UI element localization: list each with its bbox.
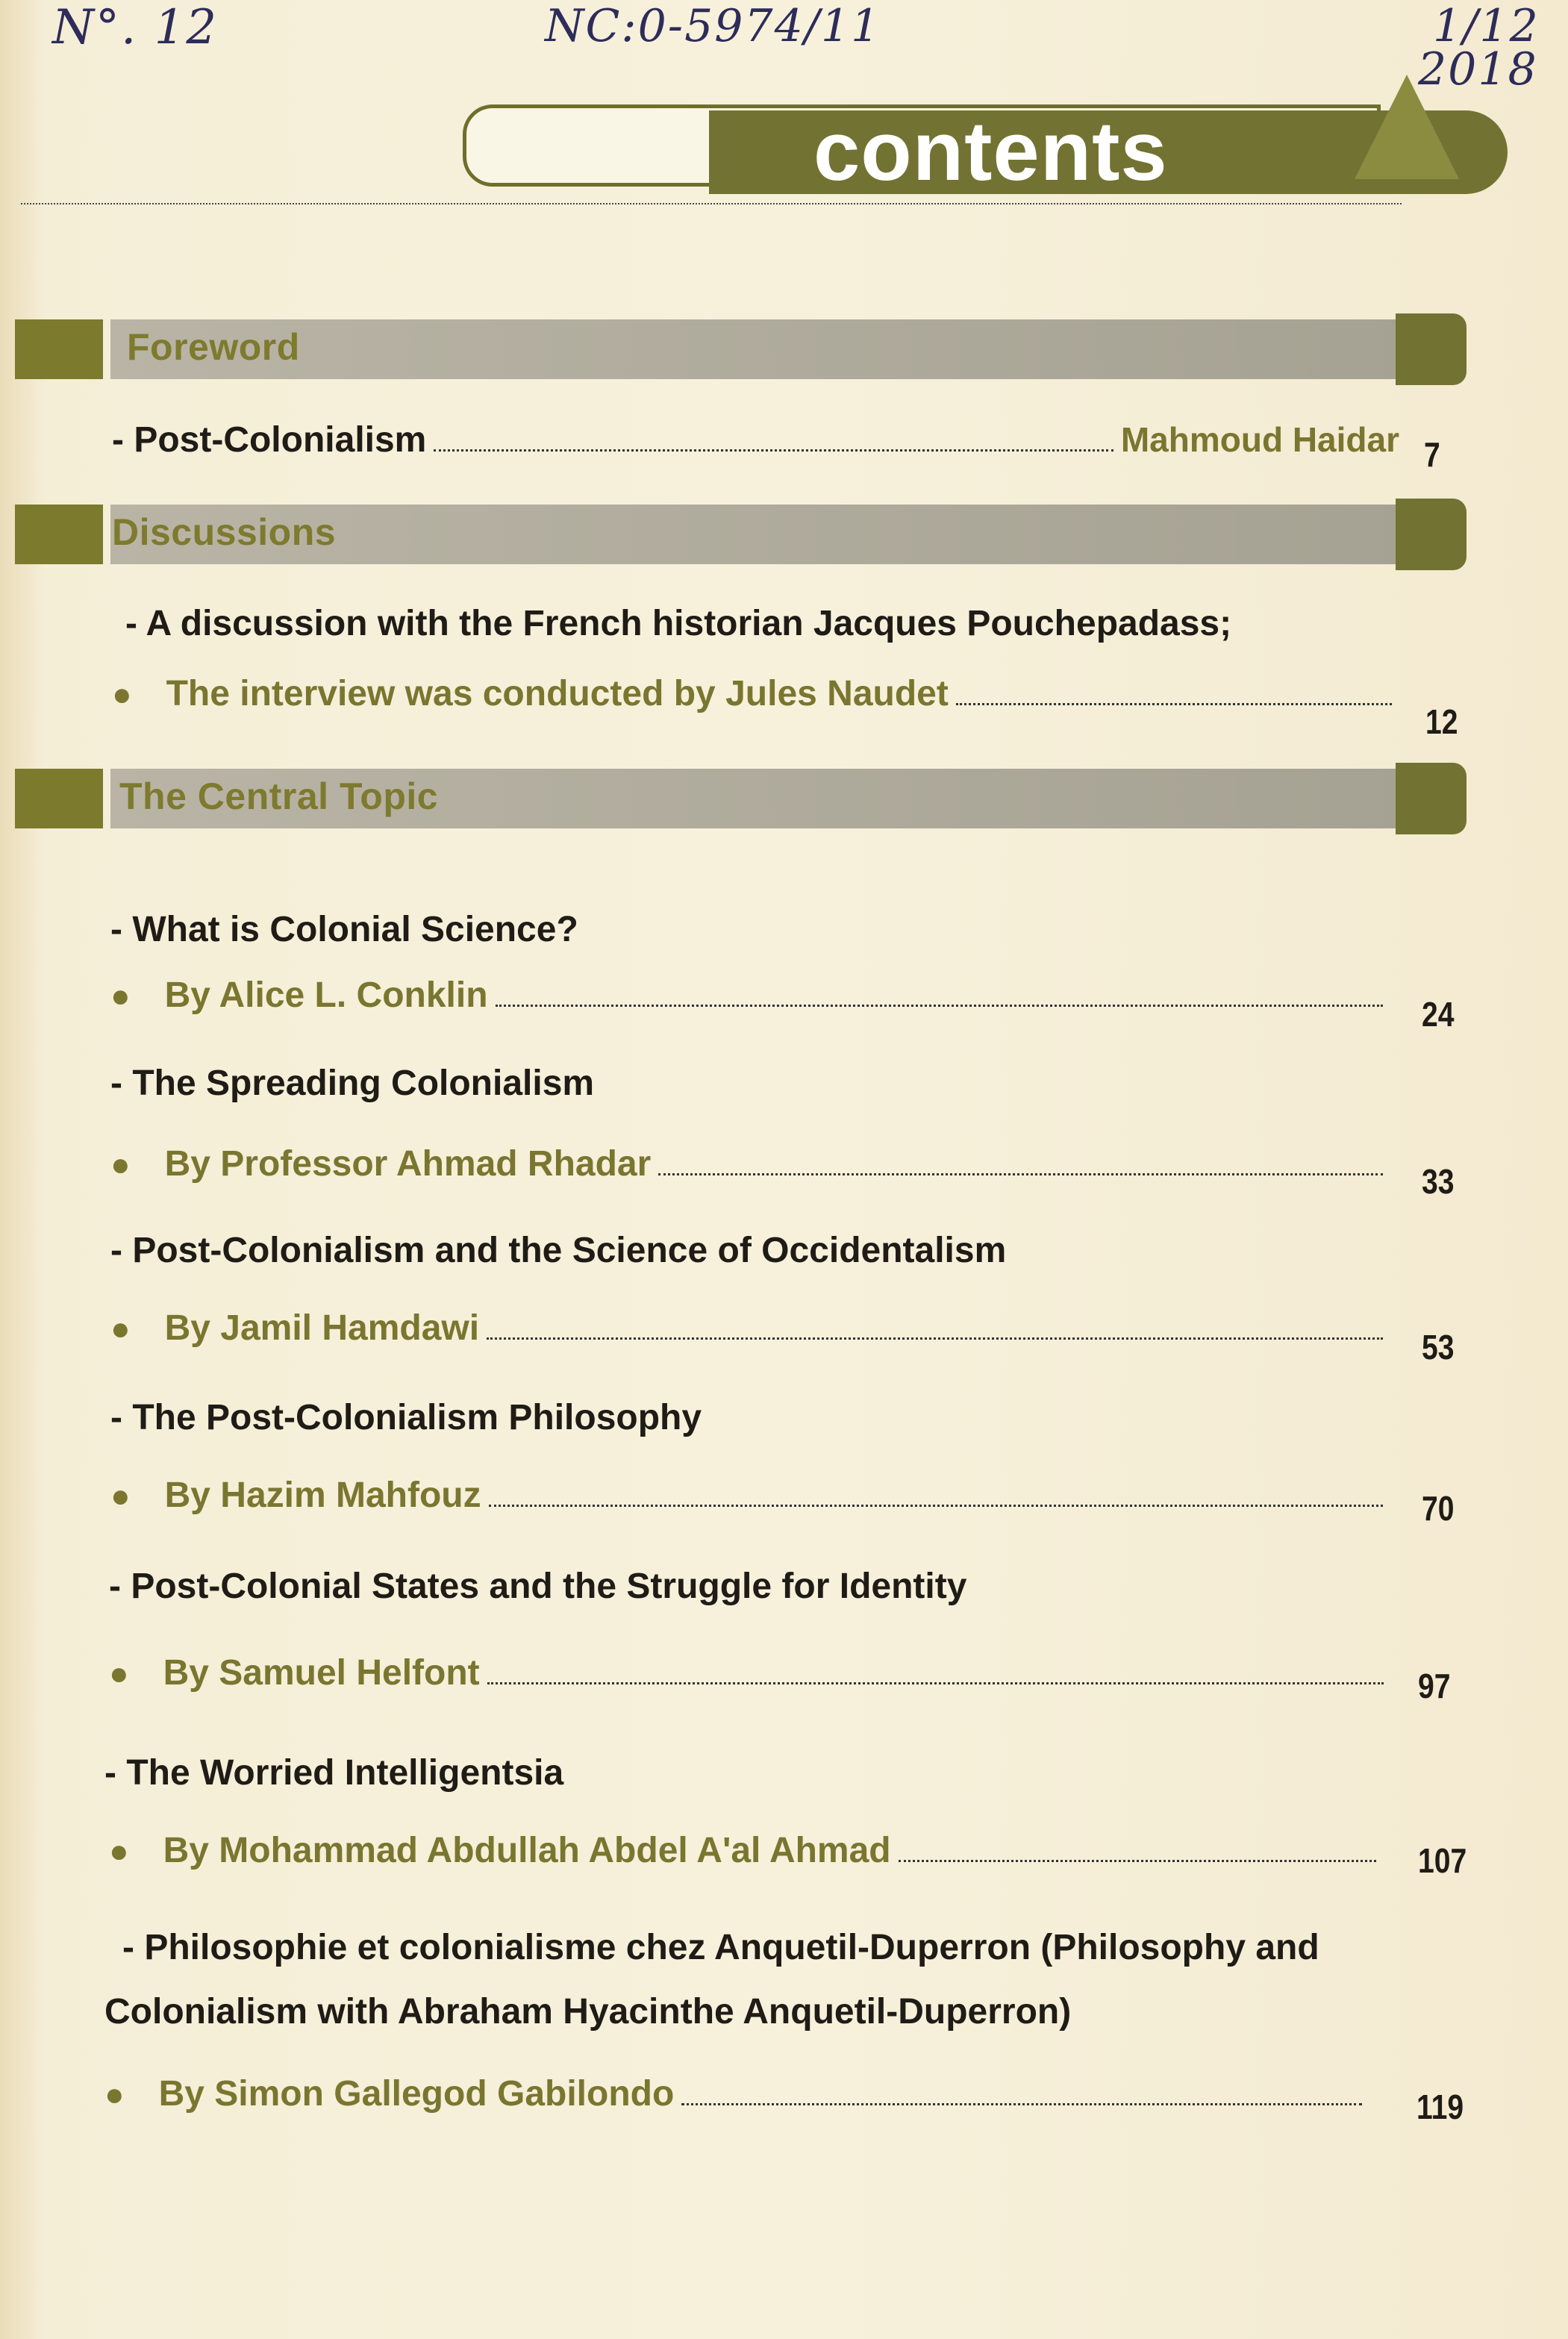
toc-entry-author-line[interactable] [110, 1308, 1390, 1349]
section-tab-left [15, 319, 103, 379]
dot-leader [899, 1860, 1376, 1862]
contents-banner [463, 75, 1508, 202]
entry-page-number: 33 [1422, 1162, 1455, 1201]
dot-leader [487, 1337, 1383, 1340]
title-divider [21, 203, 1402, 204]
handwritten-date-year: 2018 [1418, 43, 1538, 96]
bullet-icon: ● [104, 2076, 125, 2113]
section-label-discussions: Discussions [112, 511, 337, 553]
entry-page-number: 97 [1418, 1667, 1451, 1705]
section-tab-right [1396, 763, 1467, 834]
dot-leader [658, 1173, 1383, 1175]
section-foreword [15, 319, 1467, 385]
toc-entry-author-line[interactable] [112, 673, 1399, 714]
dot-leader [434, 449, 1113, 452]
toc-entry-author-line[interactable] [110, 975, 1390, 1016]
bullet-icon: ● [109, 1833, 129, 1870]
entry-author: By Jamil Hamdawi [164, 1308, 480, 1348]
entry-title[interactable]: - A discussion with the French historian Jacques Pouchepadass; [125, 604, 1232, 643]
handwritten-issue-number: N°. 12 [52, 0, 219, 55]
section-bar [110, 319, 1409, 379]
entry-title[interactable]: - The Worried Intelligentsia [104, 1753, 564, 1793]
entry-title: - Post-Colonialism [112, 420, 427, 460]
toc-entry-author-line[interactable] [109, 1652, 1391, 1693]
toc-entry-author-line[interactable] [104, 2073, 1369, 2114]
entry-page-number: 53 [1422, 1328, 1455, 1367]
entry-title[interactable]: - The Post-Colonialism Philosophy [110, 1398, 702, 1437]
entry-page-number: 7 [1424, 435, 1440, 474]
section-tab-left [15, 505, 103, 564]
entry-title[interactable]: - Philosophie et colonialisme chez Anquetil-Duperron (Philosophy and [122, 1928, 1319, 1967]
bullet-icon: ● [110, 978, 131, 1014]
dot-leader [496, 1005, 1383, 1007]
handwritten-date-day: 1/12 [1433, 0, 1540, 52]
toc-entry-author-line[interactable] [110, 1475, 1390, 1516]
entry-author: The interview was conducted by Jules Naudet [166, 674, 949, 713]
entry-title[interactable]: - Post-Colonial States and the Struggle for Identity [109, 1567, 967, 1606]
entry-author: By Mohammad Abdullah Abdel A'al Ahmad [163, 1831, 891, 1870]
entry-title[interactable]: - The Spreading Colonialism [110, 1064, 595, 1103]
dot-leader [489, 1505, 1383, 1507]
toc-entry-post-colonialism[interactable] [112, 419, 1399, 460]
section-tab-right [1396, 313, 1467, 385]
bullet-icon: ● [112, 676, 132, 713]
entry-author: By Samuel Helfont [163, 1653, 480, 1693]
section-discussions [15, 505, 1467, 570]
page-title: contents [813, 104, 1168, 198]
entry-author: By Hazim Mahfouz [164, 1475, 481, 1515]
toc-entry-author-line[interactable] [110, 1143, 1390, 1184]
bullet-icon: ● [110, 1146, 131, 1183]
section-label-central-topic: The Central Topic [119, 775, 439, 817]
section-tab-right [1396, 499, 1467, 570]
section-tab-left [15, 769, 103, 828]
toc-entry-author-line[interactable] [109, 1830, 1384, 1871]
bullet-icon: ● [109, 1655, 129, 1692]
entry-author: Mahmoud Haidar [1120, 420, 1399, 459]
dot-leader [487, 1682, 1384, 1684]
section-central-topic [15, 769, 1467, 834]
banner-fold [1355, 75, 1459, 179]
entry-title[interactable]: - What is Colonial Science? [110, 910, 578, 949]
dot-leader [956, 703, 1392, 705]
dot-leader [681, 2103, 1362, 2105]
bullet-icon: ● [110, 1478, 131, 1514]
handwritten-catalog-number: NC:0-5974/11 [545, 0, 881, 52]
section-label-foreword: Foreword [127, 326, 300, 368]
entry-author: By Professor Ahmad Rhadar [164, 1144, 652, 1184]
entry-author: By Alice L. Conklin [164, 975, 488, 1015]
entry-title[interactable]: - Post-Colonialism and the Science of Occidentalism [110, 1231, 1007, 1270]
entry-page-number: 119 [1416, 2087, 1464, 2126]
entry-page-number: 24 [1422, 995, 1455, 1034]
bullet-icon: ● [110, 1311, 131, 1347]
entry-title-continued[interactable]: Colonialism with Abraham Hyacinthe Anquetil-Duperron) [104, 1992, 1072, 2032]
entry-author: By Simon Gallegod Gabilondo [158, 2074, 675, 2114]
entry-page-number: 107 [1418, 1841, 1467, 1880]
entry-page-number: 12 [1425, 702, 1458, 741]
entry-page-number: 70 [1422, 1489, 1455, 1528]
